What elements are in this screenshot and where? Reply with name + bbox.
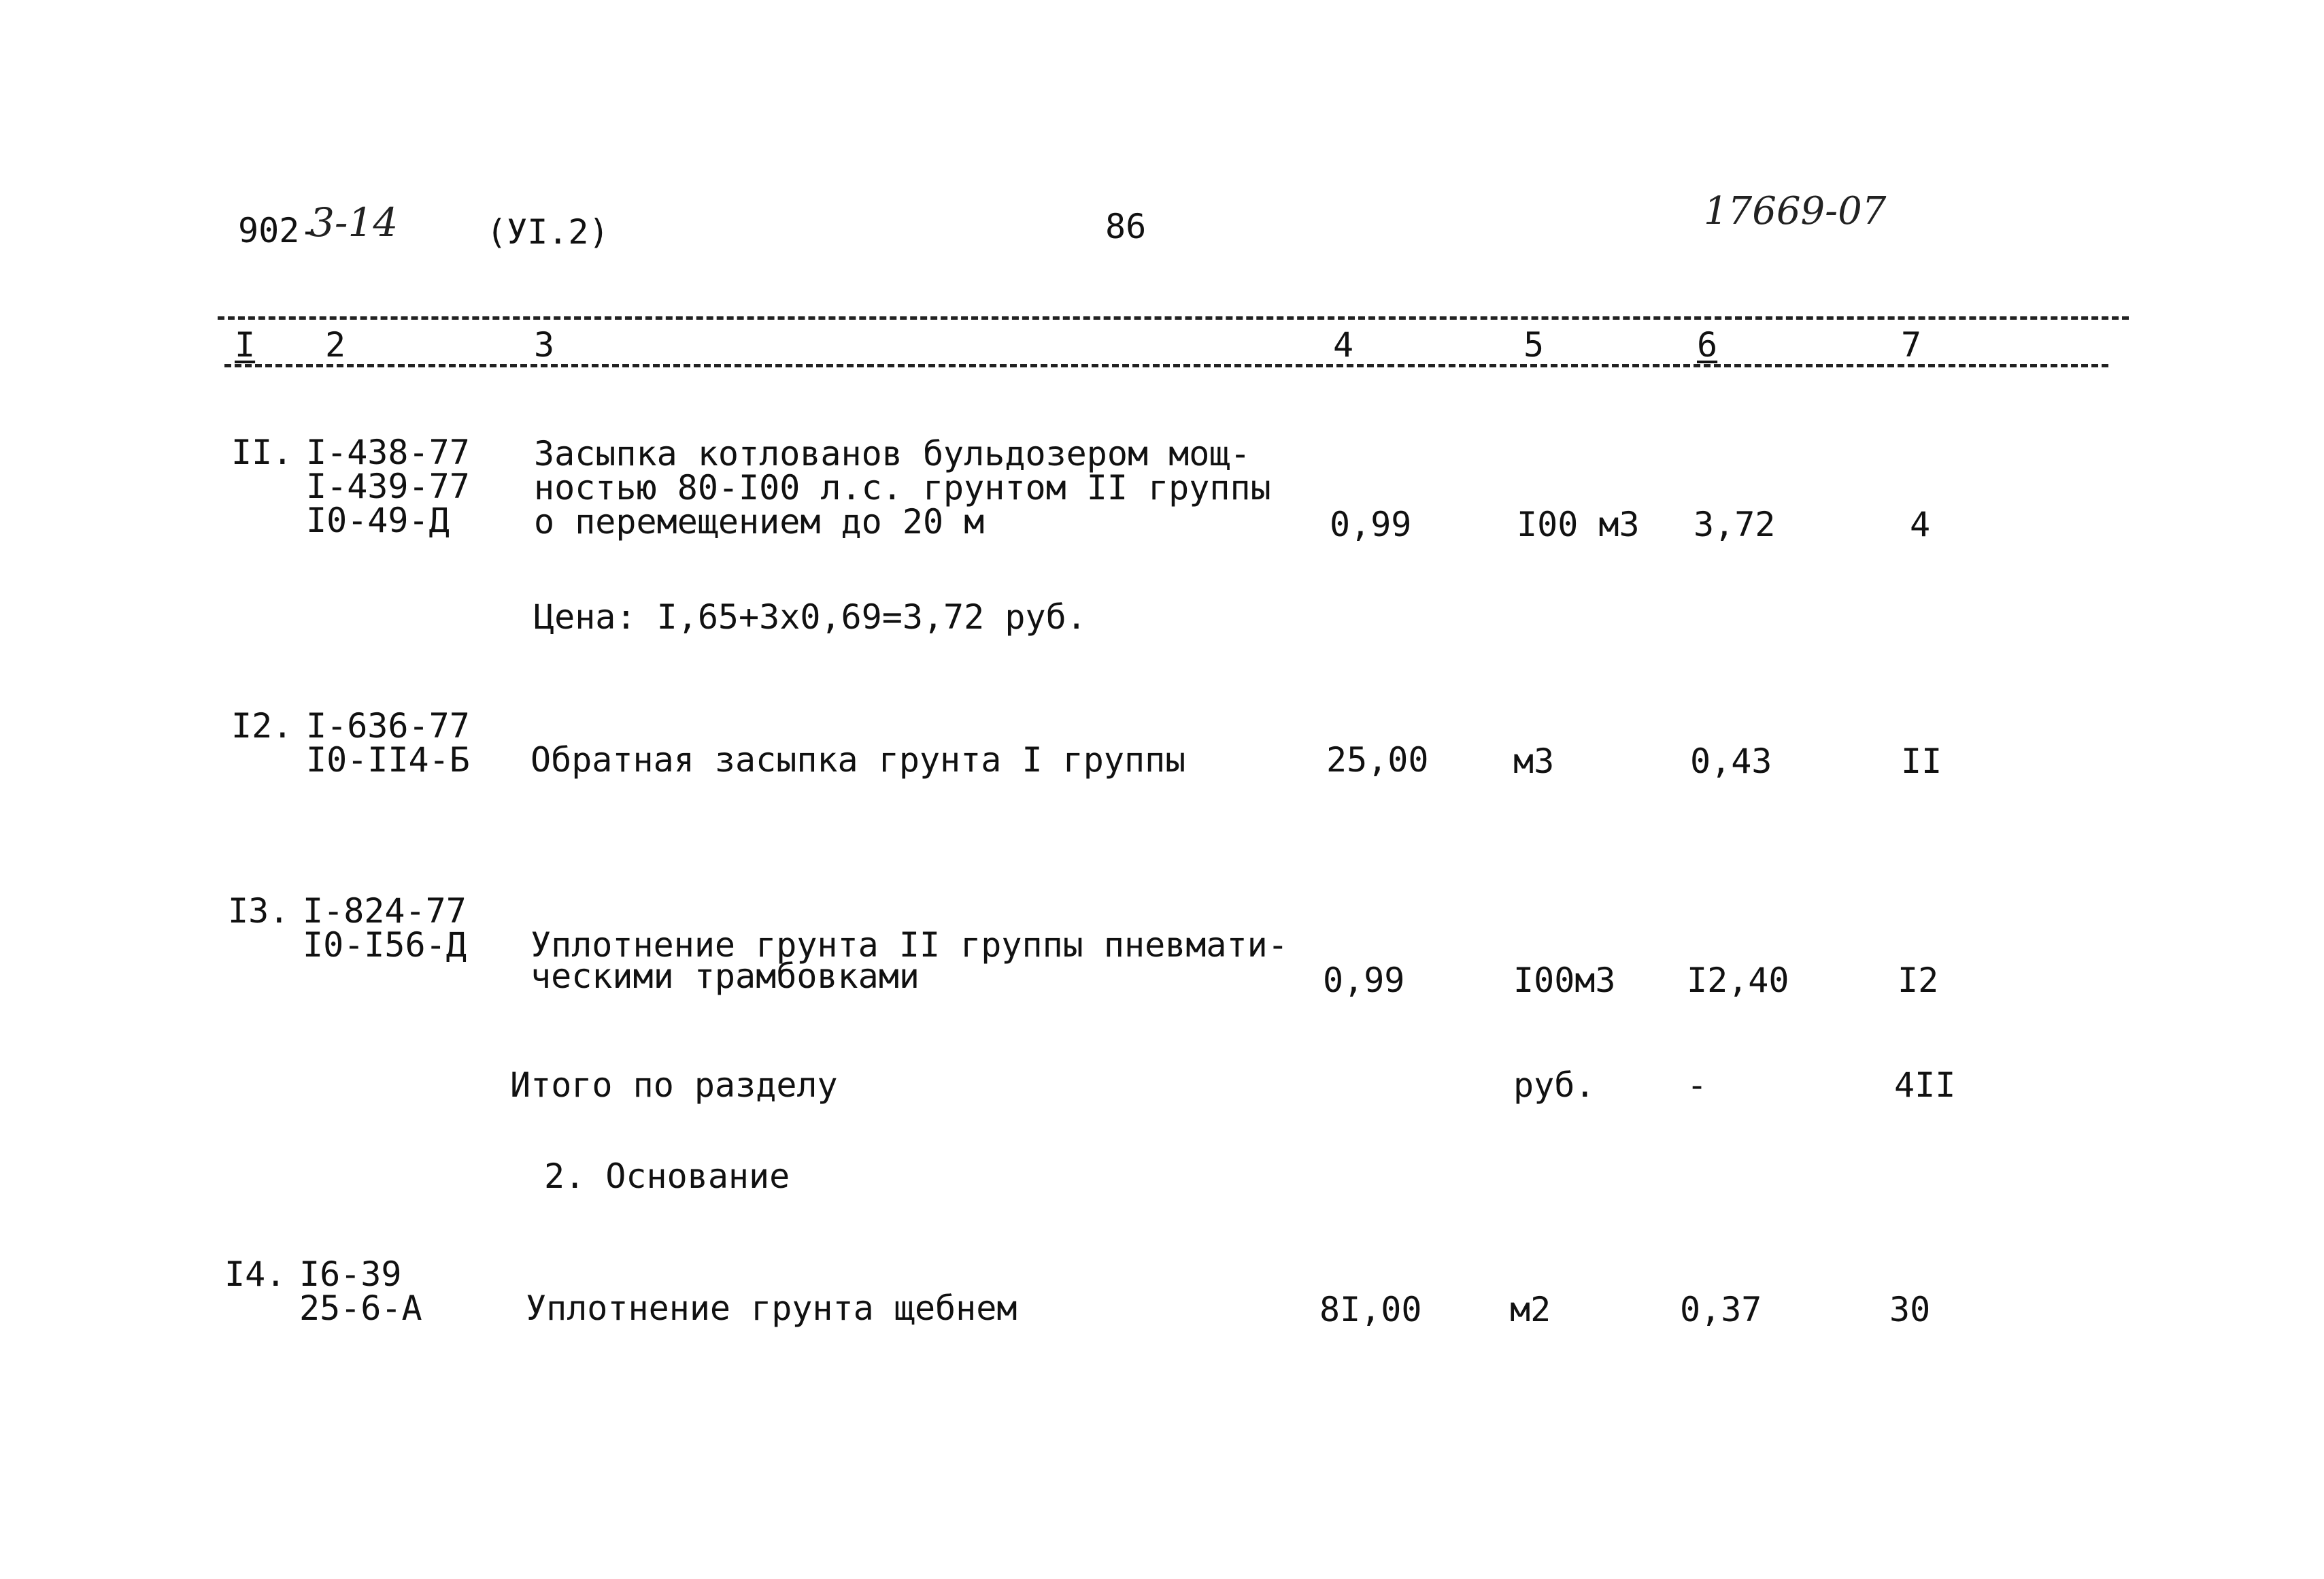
row-description: Обратная засыпка грунта I группы <box>531 740 1186 780</box>
row-number: I2. <box>231 706 293 746</box>
row-description: ностью 80-I00 л.с. грунтом II группы <box>534 468 1271 508</box>
header-bottom-rule <box>224 364 2108 367</box>
row-code: I-439-77 <box>306 467 470 506</box>
subtotal-unit: руб. <box>1513 1065 1596 1105</box>
row-description: Уплотнение грунта щебнем <box>526 1289 1017 1328</box>
row-code: I-824-77 <box>303 891 467 931</box>
row-code: I0-II4-Б <box>306 740 470 780</box>
section-title: 2. Основание <box>544 1157 790 1196</box>
row-description: ческими трамбовками <box>531 957 920 996</box>
row-total: II <box>1901 742 1942 781</box>
row-quantity: 8I,00 <box>1319 1290 1422 1329</box>
col-header-4: 4 <box>1333 325 1354 365</box>
row-total: 30 <box>1889 1290 1931 1329</box>
price-note: Цена: I,65+3х0,69=3,72 руб. <box>534 597 1087 637</box>
row-code: I-438-77 <box>306 433 470 472</box>
reference-number-handwritten: 17669-07 <box>1704 189 1887 233</box>
col-header-5: 5 <box>1523 325 1545 365</box>
row-price: 3,72 <box>1694 505 1776 544</box>
row-total: I2 <box>1898 961 1939 1000</box>
col-header-2: 2 <box>325 325 346 365</box>
col-header-6: 6 <box>1697 325 1718 365</box>
subtotal-price: - <box>1687 1065 1708 1105</box>
doc-code-handwritten: 3-14 <box>309 199 399 246</box>
doc-code-prefix: 902- <box>238 211 320 250</box>
row-code: I0-I56-Д <box>303 925 467 965</box>
row-price: 0,43 <box>1690 742 1772 781</box>
row-total: 4 <box>1910 505 1931 544</box>
row-price: 0,37 <box>1680 1290 1762 1329</box>
row-quantity: 0,99 <box>1330 505 1412 544</box>
row-code: I-636-77 <box>306 706 470 746</box>
subtotal-label: Итого по разделу <box>510 1065 838 1105</box>
col-header-7: 7 <box>1901 325 1922 365</box>
row-quantity: 25,00 <box>1326 740 1429 780</box>
row-code: 25-6-А <box>299 1289 422 1328</box>
section-code: (УI.2) <box>486 212 609 252</box>
row-unit: м2 <box>1510 1290 1551 1329</box>
subtotal-total: 4II <box>1894 1065 1956 1105</box>
row-number: I3. <box>228 891 290 931</box>
header-top-rule <box>218 316 2129 320</box>
row-unit: м3 <box>1513 742 1555 781</box>
page-number: 86 <box>1105 207 1147 246</box>
row-description: Уплотнение грунта II группы пневмати- <box>531 925 1288 965</box>
row-description: о перемещением до 20 м <box>534 502 985 542</box>
row-number: I4. <box>224 1254 286 1294</box>
row-code: I6-39 <box>299 1254 402 1294</box>
row-description: Засыпка котлованов бульдозером мощ- <box>534 434 1251 473</box>
col-header-3: 3 <box>534 325 555 365</box>
row-unit: I00м3 <box>1513 961 1616 1000</box>
row-number: II. <box>231 433 293 472</box>
row-unit: I00 м3 <box>1517 505 1640 544</box>
col-header-1: I <box>235 325 256 365</box>
row-quantity: 0,99 <box>1323 961 1405 1000</box>
row-price: I2,40 <box>1687 961 1789 1000</box>
row-code: I0-49-Д <box>306 501 450 540</box>
